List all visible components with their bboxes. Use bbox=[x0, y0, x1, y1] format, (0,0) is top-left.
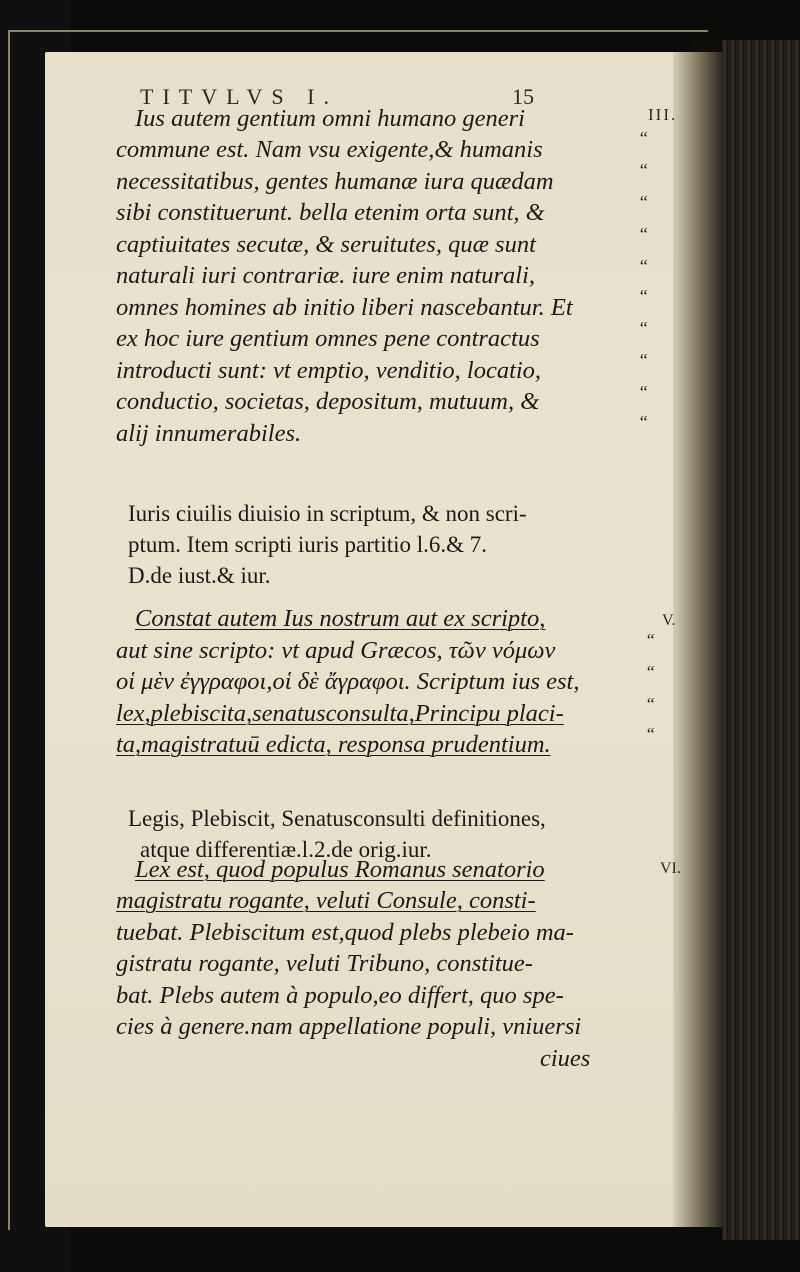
text-line: Lex est, quod populus Romanus senatorio bbox=[135, 856, 545, 883]
frame-line-top bbox=[8, 30, 708, 32]
text-line: atque differentiæ.l.2.de orig.iur. bbox=[140, 837, 432, 862]
text-line: conductio, societas, depositum, mutuum, & bbox=[116, 388, 540, 415]
book-page-edges bbox=[722, 40, 800, 1240]
text-line: Iuris ciuilis diuisio in scriptum, & non scri- bbox=[128, 501, 527, 526]
text-line: Constat autem Ius nostrum aut ex scripto, bbox=[135, 605, 546, 632]
text-line: οἱ μὲν ἐγγραφοι,οἱ δὲ ἄγραφοι. Scriptum ius est, bbox=[116, 668, 580, 695]
text-line: omnes homines ab initio liberi nascebantur. Et bbox=[116, 294, 573, 321]
page-number: 15 bbox=[512, 84, 534, 109]
catchword: ciues bbox=[540, 1045, 591, 1072]
text-line: magistratu rogante, veluti Consule, consti- bbox=[116, 887, 536, 914]
text-line: captiuitates secutæ, & seruitutes, quæ sunt bbox=[116, 231, 536, 258]
text-line: gistratu rogante, veluti Tribuno, constitue- bbox=[116, 950, 533, 977]
text-line: Ius autem gentium omni humano generi bbox=[135, 105, 525, 132]
running-title: TITVLVS I. bbox=[140, 84, 338, 109]
text-line: cies à genere.nam appellatione populi, vniuersi bbox=[116, 1013, 582, 1040]
text-line: lex,plebiscita,senatusconsulta,Principu placi- bbox=[116, 700, 564, 727]
page-gutter bbox=[673, 52, 723, 1227]
text-line: commune est. Nam vsu exigente,& humanis bbox=[116, 136, 543, 163]
text-line: introducti sunt: vt emptio, venditio, locatio, bbox=[116, 357, 542, 384]
text-line: D.de iust.& iur. bbox=[128, 563, 271, 588]
frame-line-left bbox=[8, 30, 10, 1230]
text-line: aut sine scripto: vt apud Græcos, τῶν νόμων bbox=[116, 637, 556, 664]
margin-ref-middle: V. bbox=[662, 612, 676, 629]
text-line: ex hoc iure gentium omnes pene contractus bbox=[116, 325, 540, 352]
text-line: ptum. Item scripti iuris partitio l.6.& 7. bbox=[128, 532, 488, 557]
margin-ref-bottom: VI. bbox=[660, 860, 681, 877]
text-line: bat. Plebs autem à populo,eo differt, quo spe- bbox=[116, 982, 564, 1009]
text-line: necessitatibus, gentes humanæ iura quædam bbox=[116, 168, 554, 195]
text-line: naturali iuri contrariæ. iure enim naturali, bbox=[116, 262, 536, 289]
text-line: ta,magistratuū edicta, responsa prudentium. bbox=[116, 731, 551, 758]
text-line: alij innumerabiles. bbox=[116, 420, 302, 447]
margin-ref-top: III. bbox=[648, 105, 678, 124]
text-line: sibi constituerunt. bella etenim orta sunt, & bbox=[116, 199, 545, 226]
text-line: tuebat. Plebiscitum est,quod plebs plebeio ma- bbox=[116, 919, 574, 946]
text-line: Legis, Plebiscit, Senatusconsulti definitiones, bbox=[128, 806, 546, 831]
